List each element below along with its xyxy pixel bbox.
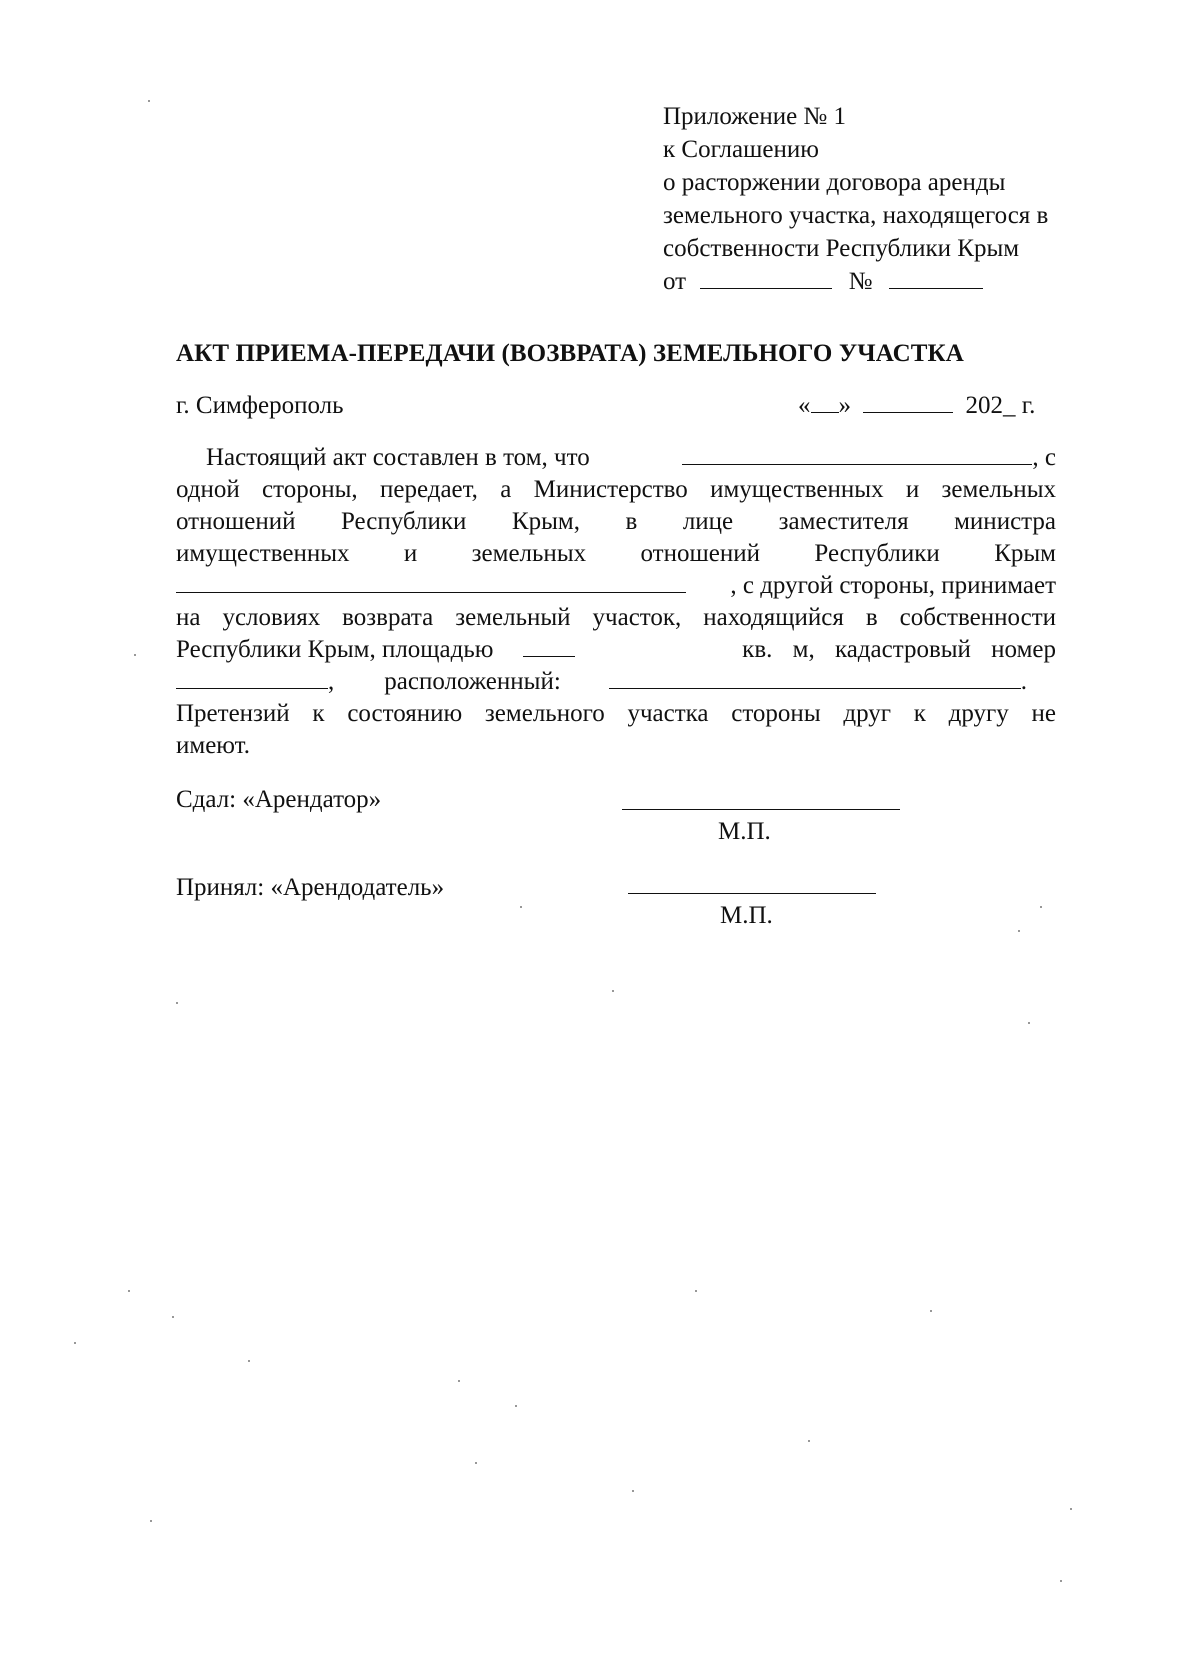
body-word: имущественных: [176, 540, 350, 567]
body-line-2: [176, 474, 1056, 506]
scan-speck: [1060, 1580, 1062, 1582]
body-word: в: [625, 508, 638, 535]
scan-speck: [808, 1440, 810, 1442]
body-line-9-text: Претензий к состоянию земельного участка стороны друг к другу не: [176, 700, 1056, 727]
appendix-line-1: Приложение № 1: [663, 103, 847, 130]
date-day-blank: [811, 390, 839, 413]
appendix-line-3: о расторжении договора аренды: [663, 169, 1006, 196]
appendix-line-2: к Соглашению: [663, 136, 819, 163]
area-blank: [523, 634, 575, 657]
scan-speck: [1070, 1508, 1072, 1510]
scan-speck: [458, 1380, 460, 1382]
body-line-10-text: имеют.: [176, 732, 250, 759]
body-line-2-text: одной стороны, передает, а Министерство имущественных и земельных: [176, 476, 1056, 503]
scan-speck: [74, 1342, 76, 1344]
scan-speck: [248, 1360, 250, 1362]
scan-speck: [172, 1316, 174, 1318]
body-word: Крым,: [511, 508, 580, 535]
body-line-8-period: .: [1020, 668, 1028, 695]
body-word: лице: [682, 508, 734, 535]
scan-speck: [1028, 1022, 1030, 1024]
scan-speck: [134, 654, 136, 656]
scan-speck: [520, 906, 522, 908]
deputy-minister-blank: [176, 570, 686, 593]
body-line-1-tail: , с: [1032, 444, 1056, 471]
body-word: Республики: [814, 540, 940, 567]
landlord-signature-label: Принял: «Арендодатель»: [176, 874, 445, 901]
location-blank: [609, 666, 1021, 689]
scan-speck: [612, 990, 614, 992]
city-label: г. Симферополь: [176, 392, 344, 419]
body-line-5: [176, 570, 1056, 602]
body-line-6-text: на условиях возврата земельный участок, находящийся в собственности: [176, 604, 1056, 631]
appendix-line-5: собственности Республики Крым: [663, 235, 1020, 262]
appendix-number-blank: [889, 266, 983, 289]
body-line-8-comma: ,: [328, 668, 335, 695]
scan-speck: [695, 1290, 697, 1292]
body-word: министра: [954, 508, 1056, 535]
landlord-stamp-label: М.П.: [720, 902, 773, 929]
scan-speck: [1018, 930, 1020, 932]
scan-speck: [930, 1310, 932, 1312]
body-line-3: [176, 506, 1056, 538]
scan-speck: [515, 1405, 517, 1407]
body-line-8: [176, 666, 1056, 698]
body-word: отношений: [176, 508, 296, 535]
appendix-number-label: №: [848, 268, 873, 295]
body-word: отношений: [640, 540, 760, 567]
appendix-from-label: от: [663, 268, 687, 295]
appendix-line-4: земельного участка, находящегося в: [663, 202, 1049, 229]
body-word: Крым: [994, 540, 1056, 567]
scan-speck: [1040, 906, 1042, 908]
scan-speck: [475, 1462, 477, 1464]
date-close-quote: »: [838, 392, 851, 419]
body-word: и: [403, 540, 418, 567]
body-line-7: [176, 634, 1056, 666]
date-year: 202_ г.: [965, 392, 1036, 419]
scan-speck: [150, 1520, 152, 1522]
date-month-blank: [863, 390, 953, 413]
body-line-4: [176, 538, 1056, 570]
transferor-blank: [682, 442, 1032, 465]
body-line-1-end: [682, 442, 1056, 474]
appendix-date-blank: [700, 266, 832, 289]
scan-speck: [148, 100, 150, 102]
act-body: [176, 442, 1056, 762]
document-date: [798, 390, 1035, 422]
body-line-7-tail: кв. м, кадастровый номер: [742, 636, 1056, 663]
body-word: Республики: [340, 508, 467, 535]
body-line-5-text: , с другой стороны, принимает: [730, 572, 1056, 599]
scan-speck: [632, 1490, 634, 1492]
document-title: АКТ ПРИЕМА-ПЕРЕДАЧИ (ВОЗВРАТА) ЗЕМЕЛЬНОГО УЧАСТКА: [176, 340, 964, 367]
date-open-quote: «: [798, 392, 811, 419]
body-line-10: [176, 730, 1056, 762]
body-line-6: [176, 602, 1056, 634]
tenant-stamp-label: М.П.: [718, 818, 771, 845]
cadastral-number-blank: [176, 666, 328, 689]
body-word: земельных: [471, 540, 587, 567]
appendix-header: [663, 100, 1123, 298]
body-line-9: [176, 698, 1056, 730]
body-word: заместителя: [778, 508, 909, 535]
landlord-signature-line: [628, 893, 876, 894]
body-line-7-text: Республики Крым, площадью: [176, 636, 494, 663]
scan-speck: [176, 1002, 178, 1004]
appendix-date-number-line: [663, 265, 1123, 298]
tenant-signature-label: Сдал: «Арендатор»: [176, 786, 382, 813]
body-line-1: [176, 442, 1056, 474]
body-line-1-text: Настоящий акт составлен в том, что: [206, 444, 590, 471]
body-line-8-text: расположенный:: [384, 668, 561, 695]
tenant-signature-line: [622, 809, 900, 810]
scan-speck: [128, 1290, 130, 1292]
